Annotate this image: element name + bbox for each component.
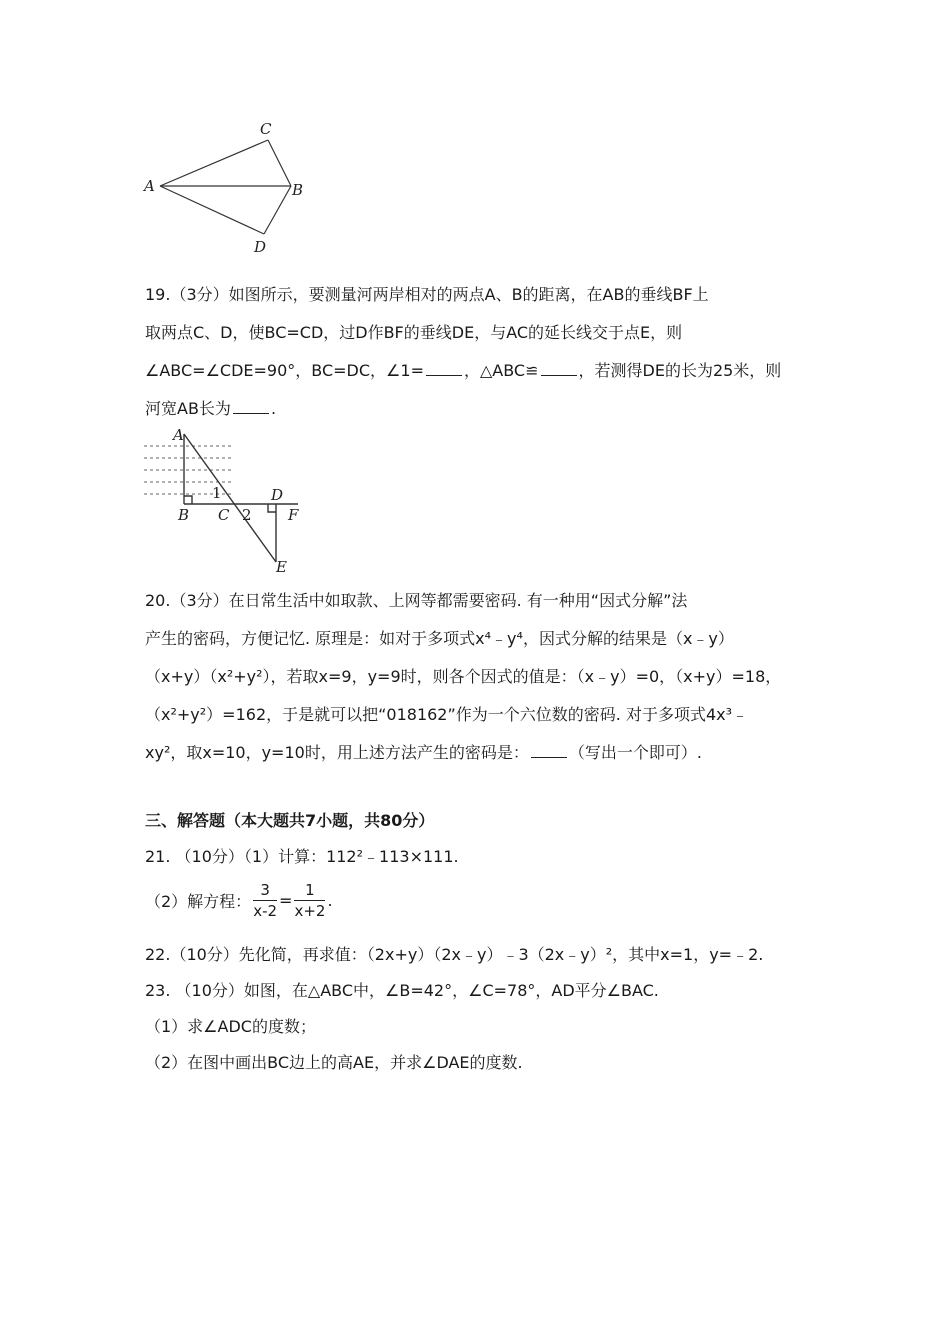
label-A: A (173, 428, 184, 444)
label-F: F (288, 506, 299, 524)
section-3-heading: 三、解答题（本大题共7小题，共80分） (145, 811, 435, 830)
figure-river (140, 428, 310, 576)
q23-line-1: 23. （10分）如图，在△ABC中，∠B=42°，∠C=78°，AD平分∠BAC. (145, 981, 659, 1000)
q23-line-3: （2）在图中画出BC边上的高AE，并求∠DAE的度数. (145, 1053, 523, 1072)
q19-text-3c: ，若测得DE的长为25米，则 (578, 361, 782, 380)
figure-quadrilateral (138, 118, 318, 258)
answer-blank-congruent[interactable] (541, 359, 577, 376)
q21-end: . (327, 891, 333, 910)
fraction-1-denominator: x-2 (253, 902, 278, 920)
label-E: E (276, 558, 287, 576)
q19-text-3b: ，△ABC≌ (463, 361, 539, 380)
q20-text-5a: xy²，取x=10，y=10时，用上述方法产生的密码是： (145, 743, 529, 762)
label-A: A (144, 177, 155, 195)
label-B: B (292, 181, 304, 199)
q20-line-1: 20.（3分）在日常生活中如取款、上网等都需要密码. 有一种用“因式分解”法 (145, 591, 688, 610)
label-B: B (178, 506, 190, 524)
fraction-2-numerator: 1 (294, 880, 325, 901)
label-D: D (271, 486, 284, 504)
label-D: D (254, 238, 267, 256)
fraction-2-denominator: x+2 (294, 902, 326, 920)
fraction-1 (253, 880, 277, 921)
q19-text-4b: . (270, 399, 277, 418)
q21-prefix: （2）解方程： (145, 892, 252, 911)
q20-line-3: （x+y）（x²+y²），若取x=9，y=9时，则各个因式的值是：（x﹣y）=0，（x+y）=18， (145, 667, 782, 686)
q19-line-1: 19.（3分）如图所示，要测量河两岸相对的两点A、B的距离，在AB的垂线BF上 (145, 285, 709, 304)
q19-text-3a: ∠ABC=∠CDE=90°，BC=DC，∠1= (145, 361, 424, 380)
q19-text-4a: 河宽AB长为 (145, 399, 231, 418)
angle-label-2: 2 (242, 506, 252, 524)
angle-label-1: 1 (212, 484, 222, 502)
q20-line-2: 产生的密码，方便记忆. 原理是：如对于多项式x⁴﹣y⁴，因式分解的结果是（x﹣y） (145, 629, 734, 648)
q20-text-5b: （写出一个即可）. (568, 743, 702, 762)
q19-line-2: 取两点C、D，使BC=CD，过D作BF的垂线DE，与AC的延长线交于点E，则 (145, 323, 683, 342)
q21-line-1: 21. （10分）（1）计算：112²﹣113×111. (145, 847, 459, 866)
label-C: C (260, 120, 272, 138)
question-22: 22.（10分）先化简，再求值：（2x+y）（2x﹣y）﹣3（2x﹣y）²，其中x=1，y=﹣2. (145, 945, 764, 964)
question-20 (145, 582, 805, 772)
answer-blank-width[interactable] (233, 397, 269, 414)
q21-line-2 (145, 880, 333, 921)
answer-blank-angle1[interactable] (426, 359, 462, 376)
answer-blank-password[interactable] (531, 741, 567, 758)
figure-quadrilateral-lines (160, 140, 291, 234)
q19-line-4 (145, 390, 805, 428)
q20-line-4: （x²+y²）=162，于是就可以把“018162”作为一个六位数的密码. 对于多项式4x³﹣ (145, 705, 749, 724)
q19-line-3 (145, 352, 805, 390)
label-C: C (218, 506, 230, 524)
equals-sign: = (279, 891, 293, 910)
fraction-2 (294, 880, 325, 921)
q23-line-2: （1）求∠ADC的度数； (145, 1017, 316, 1036)
question-19 (145, 276, 805, 428)
q20-line-5 (145, 734, 805, 772)
fraction-1-numerator: 3 (253, 880, 277, 901)
